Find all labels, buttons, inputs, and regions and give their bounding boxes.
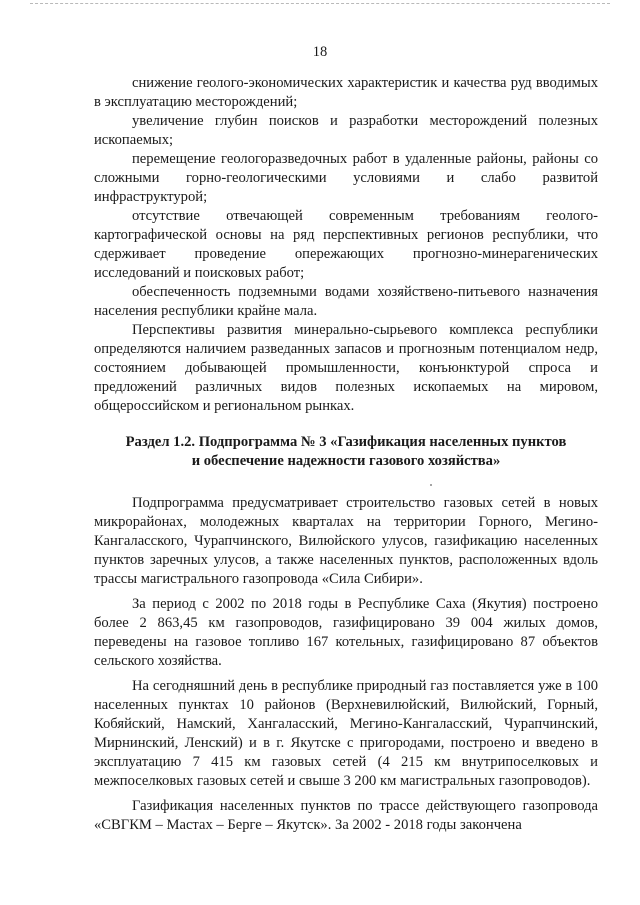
list-item: увеличение глубин поисков и разработки месторождений полезных ископаемых;: [94, 113, 598, 148]
scan-edge-line: [30, 3, 610, 4]
section-heading: [94, 433, 598, 471]
section-title-line-2: и обеспечение надежности газового хозяйства»: [191, 453, 501, 469]
body-paragraph: На сегодняшний день в республике природный газ поставляется уже в 100 населенных пунктах 10 районов (Верхневилюйский, Вилюйский, Горный, Кобяйский, Намский, Хангаласский, Мегино-Кангаласский, Чурапчинский, Мирнинский, Ленский) и в г. Якутске с пригородами, построено и введено в эксплуатацию 7 415 км газовых сетей (4 215 км внутрипоселковых и межпоселковых газовых сетей и свыше 3 200 км магистральных газопроводов).: [94, 678, 598, 789]
list-item: снижение геолого-экономических характеристик и качества руд вводимых в эксплуатацию месторождений;: [94, 75, 598, 110]
body-paragraph: Подпрограмма предусматривает строительство газовых сетей в новых микрорайонах, молодежных кварталах на территории Горного, Мегино-Кангаласского, Чурапчинского, Вилюйского улусов, газификацию населенных пунктов заречных улусов, а также населенных пунктов, расположенных вдоль трассы магистрального газопровода «Сила Сибири».: [94, 495, 598, 587]
list-item: перемещение геологоразведочных работ в удаленные районы, районы со сложными горно-геологическими условиями и слабо развитой инфраструктурой;: [94, 151, 598, 205]
page-number: 18: [312, 44, 328, 60]
prospects-paragraph: Перспективы развития минерально-сырьевого комплекса республики определяются наличием разведанных запасов и прогнозным потенциалом недр, состоянием добывающей промышленности, конъюнктурой спроса и предложений различных видов полезных ископаемых на мировом, общероссийском и региональном рынках.: [94, 322, 598, 414]
section-title-line-1: Раздел 1.2. Подпрограмма № 3 «Газификация населенных пунктов: [125, 434, 567, 450]
list-item: обеспеченность подземными водами хозяйствено-питьевого назначения населения республики крайне мала.: [94, 284, 598, 319]
body-paragraph: За период с 2002 по 2018 годы в Республике Саха (Якутия) построено более 2 863,45 км газопроводов, газифицировано 39 004 жилых домов, переведены на газовое топливо 167 котельных, газифицировано 87 объектов сельского хозяйства.: [94, 596, 598, 669]
list-item: отсутствие отвечающей современным требованиям геолого-картографической основы на ряд перспективных регионов республики, что сдерживает проведение опережающих прогнозно-минерагенических исследований и поисковых работ;: [94, 208, 598, 281]
body-paragraph: Газификация населенных пунктов по трассе действующего газопровода «СВГКМ – Мастах – Берге – Якутск». За 2002 - 2018 годы закончена: [94, 798, 598, 833]
scan-speck: [430, 484, 432, 486]
page-content: [94, 74, 598, 835]
